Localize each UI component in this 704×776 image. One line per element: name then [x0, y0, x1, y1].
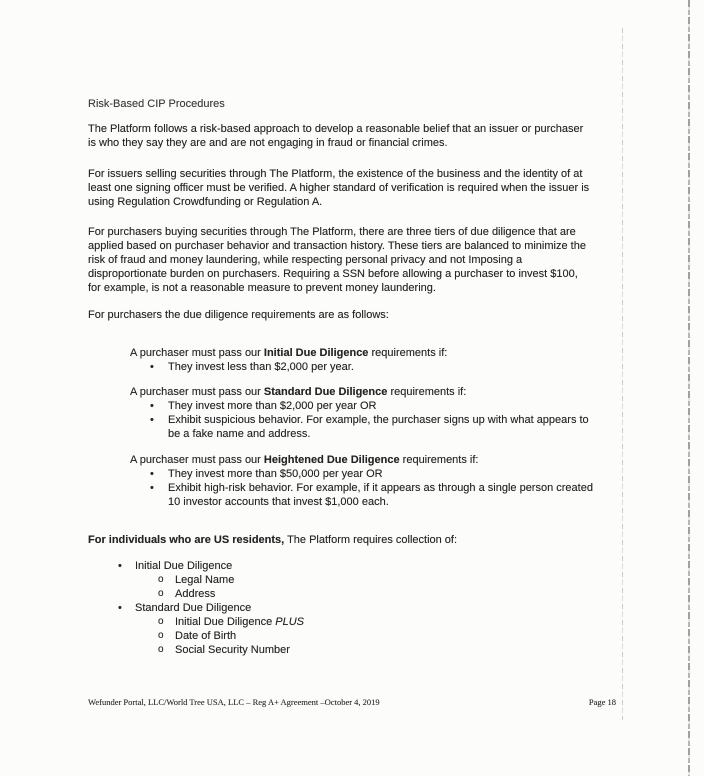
tier-header-prefix: A purchaser must pass our	[130, 347, 264, 359]
scan-artifact-line-left	[622, 28, 623, 720]
tier-header	[130, 453, 593, 467]
us-residents-line	[88, 533, 593, 547]
us-residents-rest: The Platform requires collection of:	[284, 534, 458, 546]
list-item: o Date of Birth	[158, 629, 593, 643]
tier-header	[130, 346, 593, 360]
footer-agreement-label: Wefunder Portal, LLC/World Tree USA, LLC – Reg A+ Agreement –October 4, 2019	[88, 697, 380, 707]
due-diligence-tiers	[130, 346, 593, 509]
tier-header-prefix: A purchaser must pass our	[130, 386, 264, 398]
tier-bullet-list	[130, 360, 593, 374]
tier-header-suffix: requirements if:	[368, 347, 448, 359]
document-content	[88, 97, 593, 657]
page-number: Page 18	[588, 697, 616, 707]
collection-list	[88, 559, 593, 657]
bullet-item: • They invest more than $2,000 per year OR	[150, 399, 593, 413]
list-item	[158, 615, 593, 629]
bullet-item: • They invest less than $2,000 per year.	[150, 360, 593, 374]
collection-sublist	[135, 615, 593, 657]
tier-term: Standard Due Diligence	[263, 386, 388, 398]
list-item: o Social Security Number	[158, 643, 593, 657]
tier-bullet-list	[130, 467, 593, 509]
bullet-item: • They invest more than $50,000 per year OR	[150, 467, 593, 481]
sub-item-italic: PLUS	[275, 616, 305, 628]
tier-bullet-list	[130, 399, 593, 441]
tier-initial-due-diligence	[130, 346, 593, 374]
list-item	[118, 601, 593, 657]
bullet-item: • Exhibit suspicious behavior. For example, the purchaser signs up with what appears to be a fake name and address.	[150, 413, 593, 441]
tier-header-suffix: requirements if:	[387, 386, 467, 398]
collection-item-label: • Standard Due Diligence	[135, 602, 252, 614]
sub-item-text: Initial Due Diligence	[175, 616, 276, 628]
collection-sublist	[135, 573, 593, 601]
due-diligence-intro: For purchasers the due diligence requirements are as follows:	[88, 309, 389, 321]
tier-standard-due-diligence	[130, 385, 593, 441]
tier-header	[130, 385, 593, 399]
paragraph-issuers: For issuers selling securities through The Platform, the existence of the business and the identity of at least one signing officer must be verified. A higher standard of verification is required when the issuer is using Regulation Crowdfunding or Regulation A.	[88, 168, 590, 208]
page-footer	[88, 697, 616, 707]
tier-header-suffix: requirements if:	[399, 454, 479, 466]
list-item: o Legal Name	[158, 573, 593, 587]
page-title: Risk-Based CIP Procedures	[88, 98, 225, 110]
us-residents-bold: For individuals who are US residents,	[88, 534, 285, 546]
bullet-item: • Exhibit high-risk behavior. For example, if it appears as through a single person created 10 investor accounts that invest $1,000 each.	[150, 481, 593, 509]
scan-artifact-line-right	[688, 0, 690, 776]
tier-term: Initial Due Diligence	[263, 347, 369, 359]
tier-term: Heightened Due Diligence	[263, 454, 400, 466]
list-item: o Address	[158, 587, 593, 601]
list-item	[118, 559, 593, 601]
collection-item-label: • Initial Due Diligence	[135, 560, 233, 572]
tier-header-prefix: A purchaser must pass our	[130, 454, 264, 466]
paragraph-platform-approach: The Platform follows a risk-based approach to develop a reasonable belief that an issuer or purchaser is who they say they are and are not engaging in fraud or financial crimes.	[88, 123, 584, 149]
tier-heightened-due-diligence	[130, 453, 593, 509]
paragraph-purchasers-tiers: For purchasers buying securities through The Platform, there are three tiers of due diligence that are applied based on purchaser behavior and transaction history. These tiers are balanced to minimize the risk of fraud and money laundering, while respecting personal privacy and not Imposing a disproportionate burden on purchasers. Requiring a SSN before allowing a purchaser to invest $100, for example, is not a reasonable measure to prevent money laundering.	[88, 226, 586, 294]
